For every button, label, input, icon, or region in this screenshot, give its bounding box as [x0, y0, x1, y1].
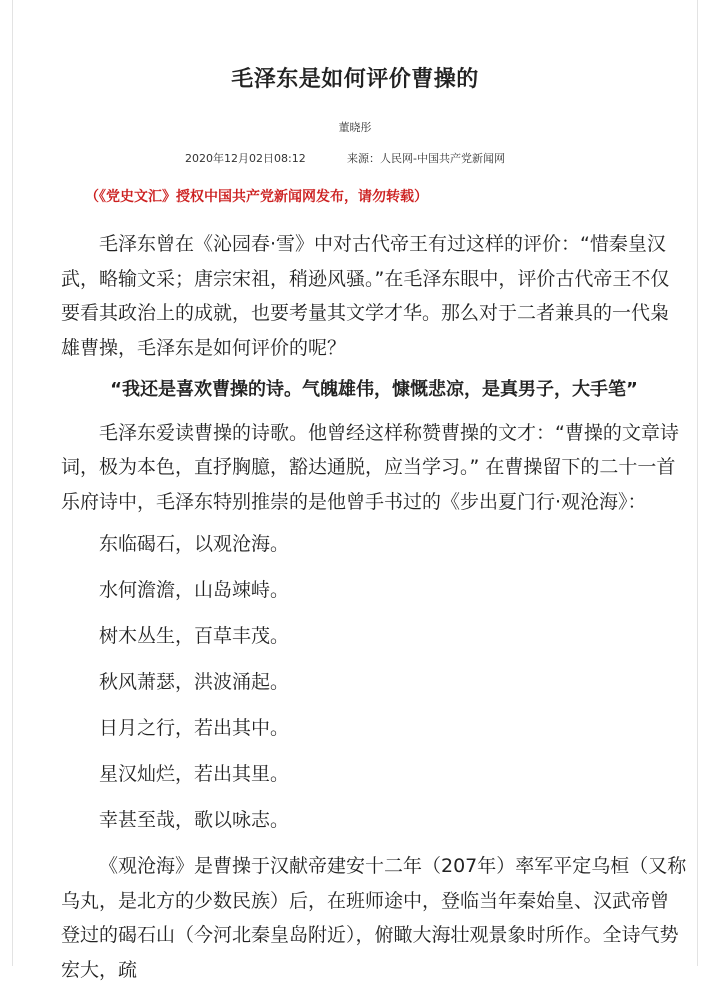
paragraph-poetry: 毛泽东爱读曹操的诗歌。他曾经这样称赞曹操的文才：“曹操的文章诗词，极为本色，直抒胸臆，豁达通脱，应当学习。” 在曹操留下的二十一首乐府诗中，毛泽东特别推崇的是他曾手书过的《步出夏门行·观沧海》： — [61, 421, 679, 513]
poem-line: 日月之行，若出其中。 — [99, 717, 290, 739]
article-body — [61, 227, 687, 987]
paragraph-intro: 毛泽东曾在《沁园春·雪》中对古代帝王有过这样的评价：“惜秦皇汉武，略输文采；唐宗宋祖，稍逊风骚。”在毛泽东眼中，评价古代帝王不仅要看其政治上的成就，也要考量其文学才华。那么对于二者兼具的一代枭雄曹操，毛泽东是如何评价的呢？ — [61, 233, 670, 359]
poem-line: 秋风萧瑟，洪波涌起。 — [99, 671, 290, 693]
article-title: 毛泽东是如何评价曹操的 — [231, 67, 479, 92]
poem-line: 水何澹澹，山岛竦峙。 — [99, 579, 290, 601]
paragraph-guancanghai: 《观沧海》是曹操于汉献帝建安十二年（207年）率军平定乌桓（又称乌丸，是北方的少数民族）后，在班师途中，登临当年秦始皇、汉武帝曾登过的碣石山（今河北秦皇岛附近），俯瞰大海壮观景象时所作。全诗气势宏大，疏 — [61, 855, 687, 981]
publish-date: 2020年12月02日08:12 — [185, 152, 306, 165]
section-heading: “我还是喜欢曹操的诗。气魄雄伟，慷慨悲凉，是真男子，大手笔” — [110, 379, 638, 400]
poem-line: 星汉灿烂，若出其里。 — [99, 763, 290, 785]
poem-line: 幸甚至哉，歌以咏志。 — [99, 809, 290, 831]
article-author: 董晓彤 — [338, 121, 372, 134]
article-source: 来源：人民网-中国共产党新闻网 — [347, 152, 505, 165]
poem-line: 东临碣石，以观沧海。 — [99, 533, 290, 555]
article-meta — [185, 150, 505, 166]
poem-line: 树木丛生，百草丰茂。 — [99, 625, 290, 647]
article-page — [12, 0, 698, 981]
copyright-notice: （《党史文汇》授权中国共产党新闻网发布，请勿转载） — [85, 189, 428, 205]
